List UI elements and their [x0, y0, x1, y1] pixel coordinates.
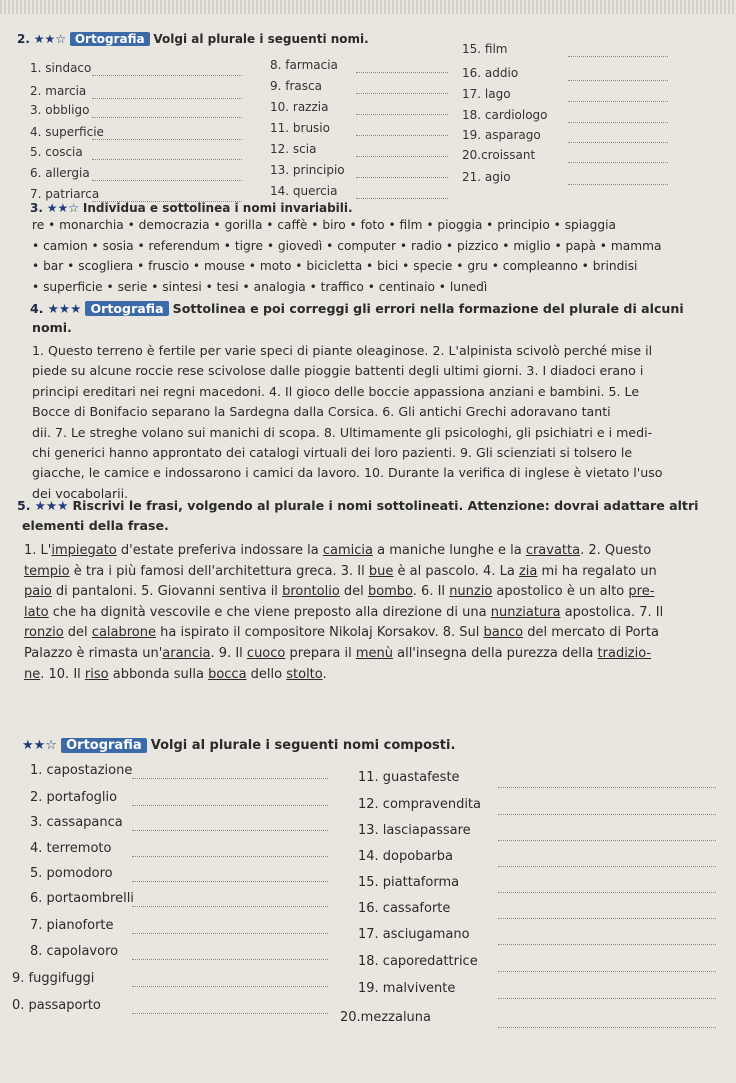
answer-blank[interactable] [92, 179, 242, 181]
text-segment: del mercato di Porta [523, 625, 659, 641]
compound-word-item: 5. pomodoro [30, 866, 113, 881]
exercise-title: Sottolinea e poi correggi gli errori nella formazione del plurale di alcuni [172, 301, 684, 316]
text-segment: . 10. Il [40, 666, 85, 682]
word-item: 9. frasca [270, 79, 322, 93]
text-segment: che ha dignità vescovile e che viene preposto alla direzione di una [48, 604, 491, 620]
compound-word-item: 17. asciugamano [358, 927, 470, 942]
underlined-noun: tempio [24, 563, 70, 579]
word-item: 17. lago [462, 87, 511, 101]
text-line: dei vocabolarii. [32, 485, 129, 501]
word-item: 10. razzia [270, 100, 329, 114]
answer-blank[interactable] [356, 71, 448, 73]
text-line: chi generici hanno approntato dei catalogi virtuali dei loro pazienti. 9. Gli scienziati si tolsero le [32, 445, 633, 461]
ortografia-badge: Ortografia [61, 738, 147, 753]
ortografia-badge: Ortografia [85, 301, 168, 316]
exercise-title-continued: nomi. [32, 320, 72, 335]
sentence-line [24, 665, 724, 686]
word-item: 21. agio [462, 170, 511, 184]
answer-blank[interactable] [92, 97, 242, 99]
word-item: 8. farmacia [270, 58, 338, 72]
text-segment: dello [246, 666, 287, 682]
answer-blank[interactable] [132, 855, 328, 857]
answer-blank[interactable] [498, 891, 716, 893]
underlined-noun: camicia [322, 543, 374, 558]
text-line: principi ereditari nei regni macedoni. 4. Il gioco delle boccie appassiona anziani e bambini. 5. Le [32, 383, 640, 399]
sentence-line [24, 603, 724, 624]
answer-blank[interactable] [498, 786, 716, 788]
compound-word-item: 1. capostazione [30, 763, 133, 778]
answer-blank[interactable] [568, 100, 668, 102]
answer-blank[interactable] [92, 158, 242, 160]
underlined-noun: bombo [367, 584, 413, 600]
compound-word-item: 6. portaombrelli [30, 891, 134, 906]
exercise-title: Volgi al plurale i seguenti nomi. [153, 32, 369, 46]
word-item: 3. obbligo [30, 103, 90, 117]
answer-blank[interactable] [568, 141, 668, 143]
compound-word-item: 4. terremoto [30, 841, 112, 856]
answer-blank[interactable] [132, 1012, 328, 1014]
answer-blank[interactable] [132, 985, 328, 987]
compound-word-item: 20.mezzaluna [340, 1010, 432, 1025]
text-line: Bocce di Bonifacio separano la Sardegna dalla Corsica. 6. Gli antichi Grechi adoravano tanti [32, 404, 611, 420]
text-segment: 1. L' [24, 543, 52, 558]
answer-blank[interactable] [498, 1026, 716, 1028]
answer-blank[interactable] [132, 932, 328, 934]
sentence-line [24, 644, 724, 665]
exercise-4-text [32, 341, 722, 504]
sentence-line [24, 623, 724, 644]
text-segment: abbonda sulla [108, 666, 209, 682]
text-line: piede su alcune roccie rese scivolose dalle pioggie battenti degli ultimi giorni. 3. I diadoci erano i [32, 363, 644, 379]
compound-word-item: 8. capolavoro [30, 944, 119, 959]
text-segment: del [339, 584, 368, 600]
exercise-number: 3. [30, 201, 43, 215]
sentence-line [24, 562, 724, 583]
word-item: 11. brusio [270, 121, 330, 135]
word-item: 12. scia [270, 142, 317, 156]
compound-word-item: 12. compravendita [358, 797, 481, 812]
exercise-5-header [17, 498, 698, 513]
answer-blank[interactable] [356, 92, 448, 94]
text-segment: mi ha regalato un [537, 563, 657, 579]
exercise-2-header [17, 32, 369, 46]
compound-word-item: 3. cassapanca [30, 815, 123, 830]
word-item: 6. allergia [30, 166, 90, 180]
exercise-number: 2. [17, 32, 30, 46]
invariable-nouns-text [32, 215, 722, 297]
underlined-noun: arancia [162, 645, 211, 661]
exercise-number: 5. [17, 498, 31, 513]
nouns-line: • superficie • serie • sintesi • tesi • analogia • traffico • centinaio • lunedì [32, 279, 488, 294]
underlined-noun: calabrone [91, 625, 156, 641]
text-line: 1. Questo terreno è fertile per varie speci di piante oleaginose. 2. L'alpinista scivolò perché mise il [32, 343, 653, 358]
word-item: 14. quercia [270, 184, 338, 198]
answer-blank[interactable] [498, 839, 716, 841]
underlined-noun: banco [483, 625, 524, 641]
answer-blank[interactable] [568, 121, 668, 123]
answer-blank[interactable] [356, 134, 448, 136]
word-item: 13. principio [270, 163, 345, 177]
underlined-noun: ne [24, 666, 41, 682]
underlined-noun: menù [355, 645, 393, 661]
exercise-5-text [24, 541, 724, 685]
text-segment: Palazzo è rimasta un' [24, 645, 163, 661]
nouns-line: re • monarchia • democrazia • gorilla • caffè • biro • foto • film • pioggia • principio • spiaggia [32, 218, 616, 232]
answer-blank[interactable] [132, 829, 328, 831]
answer-blank[interactable] [568, 161, 668, 163]
compound-word-item: 15. piattaforma [358, 875, 460, 890]
nouns-line: • bar • scogliera • fruscio • mouse • moto • bicicletta • bici • specie • gru • compleanno • brindisi [32, 259, 638, 274]
answer-blank[interactable] [92, 116, 242, 118]
answer-blank[interactable] [498, 813, 716, 815]
ortografia-badge: Ortografia [70, 32, 150, 46]
text-segment: di pantaloni. 5. Giovanni sentiva il [51, 584, 283, 600]
word-item: 4. superficie [30, 125, 104, 139]
word-item: 19. asparago [462, 128, 541, 142]
text-segment: . 9. Il [210, 645, 247, 661]
underlined-noun: brontolio [282, 584, 340, 600]
page-top-edge [0, 0, 736, 14]
answer-blank[interactable] [356, 155, 448, 157]
text-segment: d'estate preferiva indossare la [116, 543, 323, 558]
exercise-3-header [30, 201, 353, 215]
exercise-number: 4. [30, 301, 44, 316]
answer-blank[interactable] [92, 74, 242, 76]
text-line: dii. 7. Le streghe volano sui manichi di scopa. 8. Ultimamente gli psicologhi, gli psichiatri e i medi- [32, 424, 653, 440]
answer-blank[interactable] [132, 777, 328, 779]
underlined-noun: lato [24, 604, 49, 620]
answer-blank[interactable] [132, 958, 328, 960]
sentence-line [24, 541, 724, 562]
word-item: 20.croissant [462, 148, 536, 162]
underlined-noun: ronzio [24, 625, 64, 641]
compound-word-item: 16. cassaforte [358, 901, 451, 916]
compound-word-item: 0. passaporto [12, 998, 101, 1013]
answer-blank[interactable] [498, 970, 716, 972]
compound-word-item: 11. guastafeste [358, 770, 460, 785]
answer-blank[interactable] [568, 55, 668, 57]
exercise-4-header [30, 301, 684, 316]
answer-blank[interactable] [498, 917, 716, 919]
sentence-line [24, 582, 724, 603]
compound-word-item: 19. malvivente [358, 981, 456, 996]
underlined-noun: nunzio [449, 584, 493, 600]
exercise-title: Individua e sottolinea i nomi invariabili. [82, 201, 353, 215]
word-item: 18. cardiologo [462, 108, 548, 122]
compound-word-item: 7. pianoforte [30, 918, 114, 933]
answer-blank[interactable] [498, 997, 716, 999]
underlined-noun: impiegato [51, 543, 117, 558]
underlined-noun: zia [518, 563, 538, 579]
answer-blank[interactable] [356, 176, 448, 178]
answer-blank[interactable] [498, 865, 716, 867]
exercise-title-continued: elementi della frase. [22, 518, 169, 533]
underlined-noun: nunziatura [490, 604, 561, 620]
text-segment: . [322, 666, 327, 682]
answer-blank[interactable] [498, 943, 716, 945]
answer-blank[interactable] [568, 79, 668, 81]
underlined-noun: cuoco [246, 645, 286, 661]
compound-word-item: 2. portafoglio [30, 790, 118, 805]
underlined-noun: bue [368, 563, 394, 579]
underlined-noun: riso [84, 666, 109, 682]
difficulty-stars-icon: ★★☆ [46, 201, 80, 215]
exercise-6-header [22, 738, 455, 753]
answer-blank[interactable] [132, 880, 328, 882]
text-segment: a maniche lunghe e la [373, 543, 526, 558]
compound-word-item: 14. dopobarba [358, 849, 453, 864]
underlined-noun: tradizio- [597, 645, 652, 661]
answer-blank[interactable] [92, 138, 242, 140]
difficulty-stars-icon: ★★★ [47, 301, 82, 316]
underlined-noun: pre- [628, 584, 655, 600]
compound-word-item: 18. caporedattrice [358, 954, 478, 969]
difficulty-stars-icon: ★★☆ [33, 32, 67, 46]
word-item: 15. film [462, 42, 508, 56]
difficulty-stars-icon: ★★★ [34, 498, 69, 513]
compound-word-item: 9. fuggifuggi [12, 971, 95, 986]
text-segment: . 2. Questo [580, 543, 652, 558]
underlined-noun: bocca [208, 666, 247, 682]
answer-blank[interactable] [568, 183, 668, 185]
exercise-title: Volgi al plurale i seguenti nomi composti. [150, 738, 456, 753]
text-segment: è tra i più famosi dell'architettura greca. 3. Il [69, 563, 369, 579]
text-segment: all'insegna della purezza della [392, 645, 598, 661]
text-segment: ha ispirato il compositore Nikolaj Korsakov. 8. Sul [156, 625, 484, 641]
exercise-title: Riscrivi le frasi, volgendo al plurale i nomi sottolineati. Attenzione: dovrai adattare altri [72, 498, 699, 513]
text-segment: . 6. Il [412, 584, 450, 600]
text-segment: apostolica. 7. Il [560, 604, 664, 620]
nouns-line: • camion • sosia • referendum • tigre • giovedì • computer • radio • pizzico • miglio • papà • mamma [32, 238, 662, 253]
text-line: giacche, le camice e indossarono i camici da lavoro. 10. Durante la verifica di inglese è vietato l'uso [32, 465, 663, 481]
text-segment: è al pascolo. 4. La [393, 563, 519, 579]
text-segment: apostolico è un alto [492, 584, 629, 600]
word-item: 2. marcia [30, 84, 87, 98]
answer-blank[interactable] [132, 905, 328, 907]
difficulty-stars-icon: ★★☆ [22, 738, 57, 753]
answer-blank[interactable] [132, 804, 328, 806]
word-item: 1. sindaco [30, 61, 92, 75]
answer-blank[interactable] [356, 113, 448, 115]
answer-blank[interactable] [356, 197, 448, 199]
underlined-noun: paio [24, 584, 52, 600]
word-item: 5. coscia [30, 145, 83, 159]
underlined-noun: cravatta [525, 543, 581, 558]
underlined-noun: stolto [286, 666, 323, 682]
text-segment: del [63, 625, 92, 641]
word-item: 16. addio [462, 66, 519, 80]
word-item: 7. patriarca [30, 187, 100, 201]
text-segment: prepara il [285, 645, 356, 661]
compound-word-item: 13. lasciapassare [358, 823, 471, 838]
